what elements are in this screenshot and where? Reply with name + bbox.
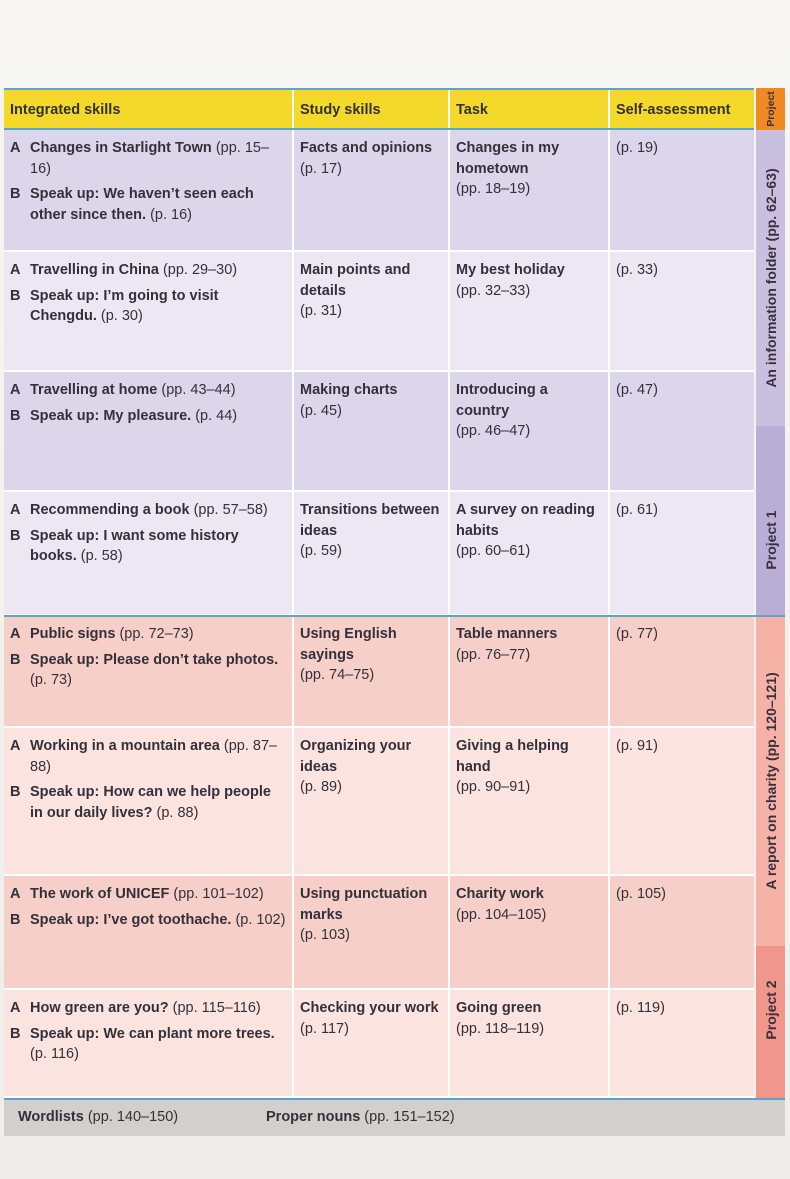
header-integrated-skills: Integrated skills: [4, 90, 294, 128]
self-assessment-cell: (p. 33): [616, 262, 658, 278]
item-b: B Speak up: We can plant more trees. (p. 116): [10, 1025, 275, 1062]
item-b: B Speak up: We haven’t seen each other since then. (p. 16): [10, 186, 254, 223]
table-row: [4, 990, 754, 1098]
table-row: [4, 876, 754, 990]
project-header-label: Project: [764, 91, 777, 127]
task-cell: Changes in my hometown (pp. 18–19): [450, 130, 610, 250]
table-row: [4, 492, 754, 616]
self-assessment-cell: (p. 77): [616, 626, 658, 642]
side-project1-label: Project 1: [762, 510, 779, 570]
footer-bar: [4, 1098, 785, 1136]
study-skills-cell: Checking your work (p. 117): [294, 990, 450, 1096]
integrated-skills-cell: [4, 252, 294, 370]
table-row: [4, 728, 754, 876]
self-assessment-cell: (p. 47): [616, 382, 658, 398]
table-row: [4, 130, 754, 252]
self-assessment-cell: (p. 119): [616, 1000, 665, 1016]
task-cell: My best holiday (pp. 32–33): [450, 252, 610, 370]
table-row: [4, 372, 754, 492]
study-skills-cell: Main points and details (p. 31): [294, 252, 450, 370]
study-skills-cell: Using punctuation marks (p. 103): [294, 876, 450, 988]
item-b: B Speak up: I’ve got toothache. (p. 102): [10, 911, 286, 928]
side-project2-label: Project 2: [762, 980, 779, 1040]
task-cell: A survey on reading habits (pp. 60–61): [450, 492, 610, 614]
self-assessment-cell: (p. 19): [616, 140, 658, 156]
item-b: B Speak up: How can we help people in our daily lives? (p. 88): [10, 784, 271, 821]
project-header-tab: [756, 88, 785, 130]
self-assessment-cell: (p. 105): [616, 886, 666, 902]
header-study-skills: Study skills: [294, 90, 450, 128]
task-cell: Going green (pp. 118–119): [450, 990, 610, 1096]
item-a: A Recommending a book (pp. 57–58): [10, 502, 268, 518]
item-a: A Public signs (pp. 72–73): [10, 626, 194, 642]
contents-table: [4, 88, 785, 1138]
study-skills-cell: Using English sayings (pp. 74–75): [294, 616, 450, 726]
side-info-folder: [756, 130, 785, 426]
header-task: Task: [450, 90, 610, 128]
self-assessment-cell: (p. 91): [616, 738, 658, 754]
header-self-assessment: Self-assessment: [616, 102, 731, 118]
integrated-skills-cell: [4, 728, 294, 874]
study-skills-cell: Organizing your ideas (p. 89): [294, 728, 450, 874]
integrated-skills-cell: [4, 130, 294, 250]
integrated-skills-cell: [4, 492, 294, 614]
self-assessment-cell: (p. 61): [616, 502, 658, 518]
task-cell: Charity work (pp. 104–105): [450, 876, 610, 988]
task-cell: Table manners (pp. 76–77): [450, 616, 610, 726]
section-divider: [4, 615, 785, 617]
integrated-skills-cell: [4, 616, 294, 726]
integrated-skills-cell: [4, 876, 294, 988]
side-charity-report-label: A report on charity (pp. 120–121): [762, 672, 779, 890]
task-cell: Giving a helping hand (pp. 90–91): [450, 728, 610, 874]
table-row: [4, 252, 754, 372]
side-project2: [756, 946, 785, 1098]
side-info-folder-label: An information folder (pp. 62–63): [762, 168, 779, 388]
side-charity-report: [756, 616, 785, 946]
task-cell: Introducing a country (pp. 46–47): [450, 372, 610, 490]
item-a: A Changes in Starlight Town (pp. 15–16): [10, 140, 270, 177]
integrated-skills-cell: [4, 990, 294, 1096]
item-a: A The work of UNICEF (pp. 101–102): [10, 886, 264, 902]
footer-wordlists: Wordlists (pp. 140–150): [18, 1109, 179, 1125]
item-b: B Speak up: Please don’t take photos. (p. 73): [10, 651, 279, 688]
study-skills-cell: Facts and opinions (p. 17): [294, 130, 450, 250]
item-b: B Speak up: I want some history books. (p. 58): [10, 527, 239, 564]
footer-proper-nouns: Proper nouns (pp. 151–152): [266, 1109, 455, 1125]
study-skills-cell: Transitions between ideas (p. 59): [294, 492, 450, 614]
study-skills-cell: Making charts (p. 45): [294, 372, 450, 490]
item-a: A Travelling at home (pp. 43–44): [10, 382, 236, 398]
side-project1: [756, 426, 785, 616]
item-a: A Travelling in China (pp. 29–30): [10, 262, 238, 278]
item-b: B Speak up: I’m going to visit Chengdu. (p. 30): [10, 287, 219, 324]
table-header: [4, 88, 754, 130]
item-b: B Speak up: My pleasure. (p. 44): [10, 407, 238, 424]
item-a: A How green are you? (pp. 115–116): [10, 1000, 261, 1016]
integrated-skills-cell: [4, 372, 294, 490]
item-a: A Working in a mountain area (pp. 87–88): [10, 738, 278, 775]
table-row: [4, 616, 754, 728]
